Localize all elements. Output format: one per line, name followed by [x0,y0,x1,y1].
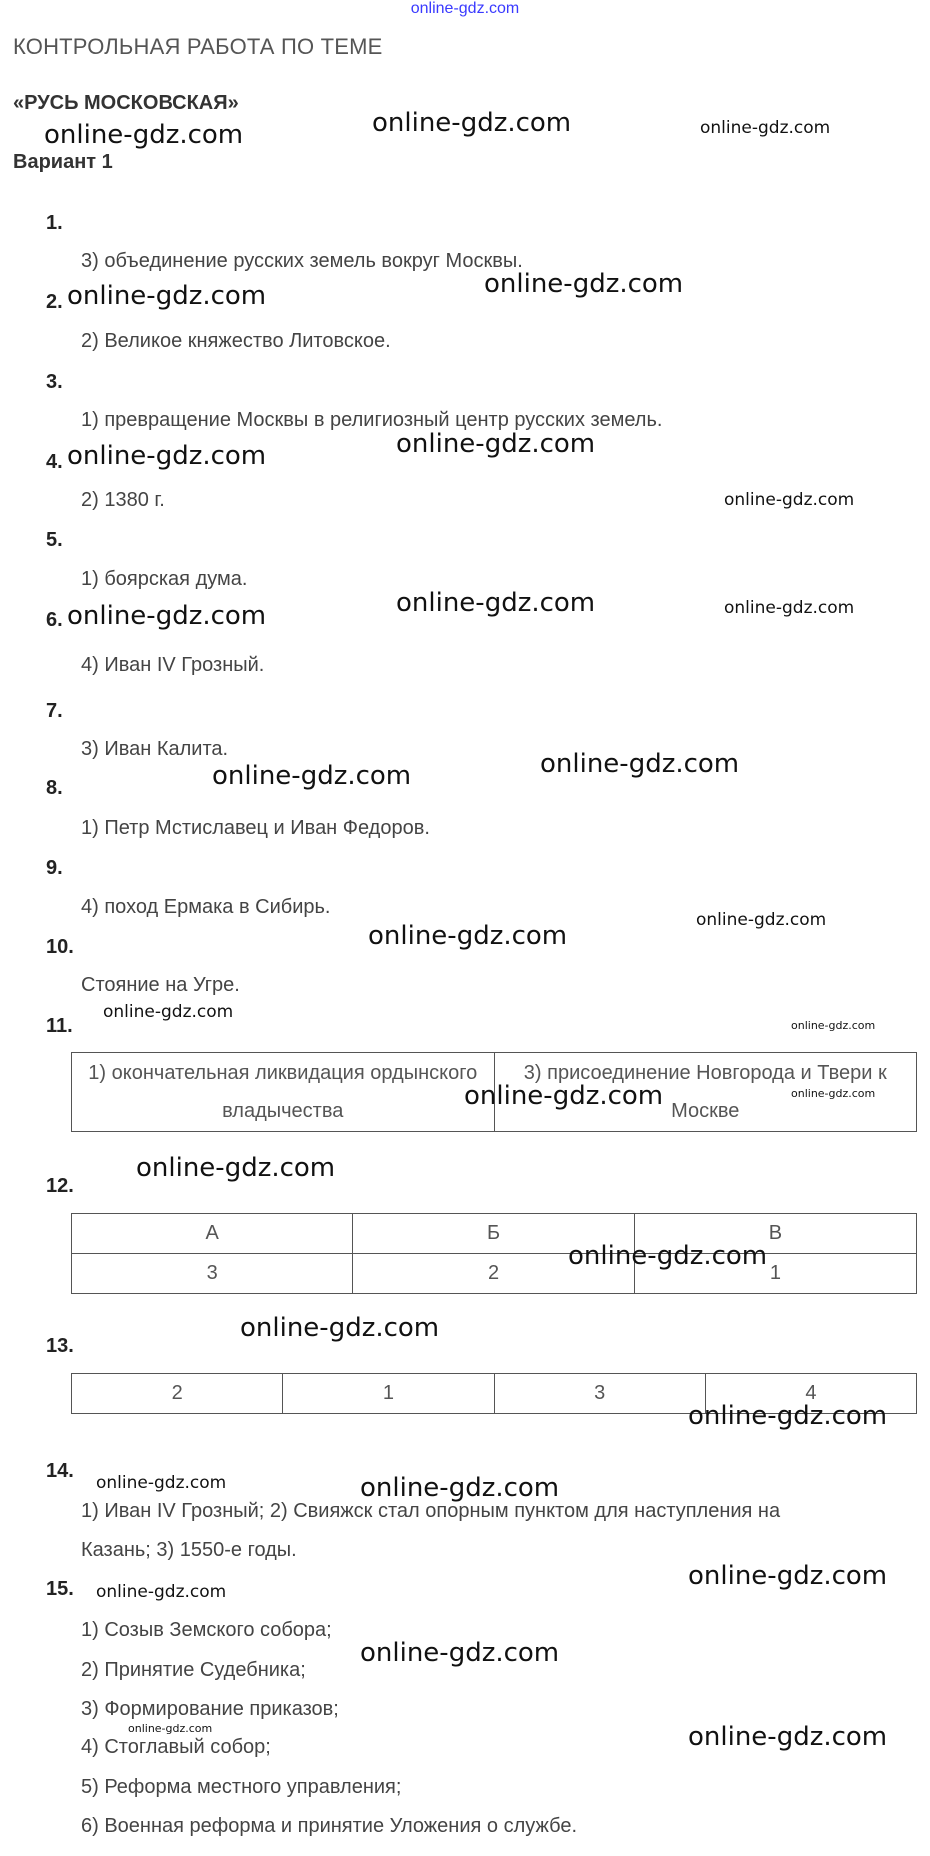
question-number: 11. [46,1015,73,1037]
watermark: online-gdz.com [103,1002,234,1022]
table-cell: 1) окончательная ликвидация ордынского владычества [72,1053,495,1132]
table-header-cell: Б [353,1214,634,1254]
answer-text: Стояние на Угре. [81,974,240,996]
watermark: online-gdz.com [396,429,596,459]
watermark: online-gdz.com [484,269,684,299]
watermark: online-gdz.com [464,1081,664,1111]
watermark: online-gdz.com [240,1313,440,1343]
answer-table-12 [71,1213,917,1294]
list-item: 6) Военная реформа и принятие Уложения о службе. [81,1815,577,1837]
question-number: 1. [46,212,63,234]
watermark: online-gdz.com [700,118,831,138]
watermark: online-gdz.com [791,1019,876,1032]
list-item: 1) Созыв Земского собора; [81,1619,332,1641]
table-cell: 2 [72,1374,283,1414]
list-item: 2) Принятие Судебника; [81,1659,306,1681]
question-number: 12. [46,1175,74,1197]
watermark: online-gdz.com [67,601,267,631]
answer-text: 3) Иван Калита. [81,738,229,760]
answer-text: Казань; 3) 1550-е годы. [81,1539,297,1561]
answer-text: 1) Петр Мстиславец и Иван Федоров. [81,817,430,839]
answer-text: 1) превращение Москвы в религиозный центр русских земель. [81,409,663,431]
answer-text: 1) Иван IV Грозный; 2) Свияжск стал опорным пунктом для наступления на [81,1500,781,1522]
answer-text: 2) Великое княжество Литовское. [81,330,391,352]
question-number: 7. [46,700,63,722]
watermark: online-gdz.com [791,1087,876,1100]
question-number: 15. [46,1578,74,1600]
answer-text: 3) объединение русских земель вокруг Москвы. [81,250,523,272]
table-cell: 3 [72,1254,353,1294]
watermark: online-gdz.com [360,1473,560,1503]
table-cell: 3) присоединение Новгорода и Твери к Москве [494,1053,917,1132]
watermark: online-gdz.com [67,441,267,471]
question-number: 2. [46,291,63,313]
question-number: 9. [46,857,63,879]
topic-title: «РУСЬ МОСКОВСКАЯ» [13,92,239,114]
watermark: online-gdz.com [368,921,568,951]
question-number: 6. [46,609,63,631]
table-cell: 2 [353,1254,634,1294]
table-cell: 3 [494,1374,705,1414]
watermark: online-gdz.com [96,1473,227,1493]
question-number: 4. [46,451,63,473]
watermark: online-gdz.com [212,761,412,791]
table-cell: 1 [283,1374,494,1414]
watermark: online-gdz.com [396,588,596,618]
watermark: online-gdz.com [724,490,855,510]
site-watermark-top: online-gdz.com [410,0,520,17]
question-number: 10. [46,936,74,958]
question-number: 5. [46,529,63,551]
watermark: online-gdz.com [96,1582,227,1602]
watermark: online-gdz.com [568,1241,768,1271]
question-number: 8. [46,777,63,799]
watermark: online-gdz.com [688,1561,888,1591]
table-cell: 1 [634,1254,916,1294]
watermark: online-gdz.com [724,598,855,618]
list-item: 5) Реформа местного управления; [81,1776,402,1798]
watermark: online-gdz.com [44,120,244,150]
watermark: online-gdz.com [372,108,572,138]
answer-text: 2) 1380 г. [81,489,165,511]
variant-label: Вариант 1 [13,151,113,173]
watermark: online-gdz.com [136,1153,336,1183]
question-number: 3. [46,371,63,393]
question-number: 13. [46,1335,74,1357]
page-title: КОНТРОЛЬНАЯ РАБОТА ПО ТЕМЕ [13,34,383,59]
table-header-cell: А [72,1214,353,1254]
watermark: online-gdz.com [696,910,827,930]
list-item: 4) Стоглавый собор; [81,1736,271,1758]
answer-text: 4) Иван IV Грозный. [81,654,265,676]
question-number: 14. [46,1460,74,1482]
watermark: online-gdz.com [360,1638,560,1668]
answer-text: 4) поход Ермака в Сибирь. [81,896,331,918]
watermark: online-gdz.com [128,1722,213,1735]
table-header-cell: В [634,1214,916,1254]
watermark: online-gdz.com [688,1722,888,1752]
answer-text: 1) боярская дума. [81,568,248,590]
table-cell: 4 [705,1374,916,1414]
watermark: online-gdz.com [540,749,740,779]
watermark: online-gdz.com [67,281,267,311]
watermark: online-gdz.com [688,1401,888,1431]
list-item: 3) Формирование приказов; [81,1698,339,1720]
